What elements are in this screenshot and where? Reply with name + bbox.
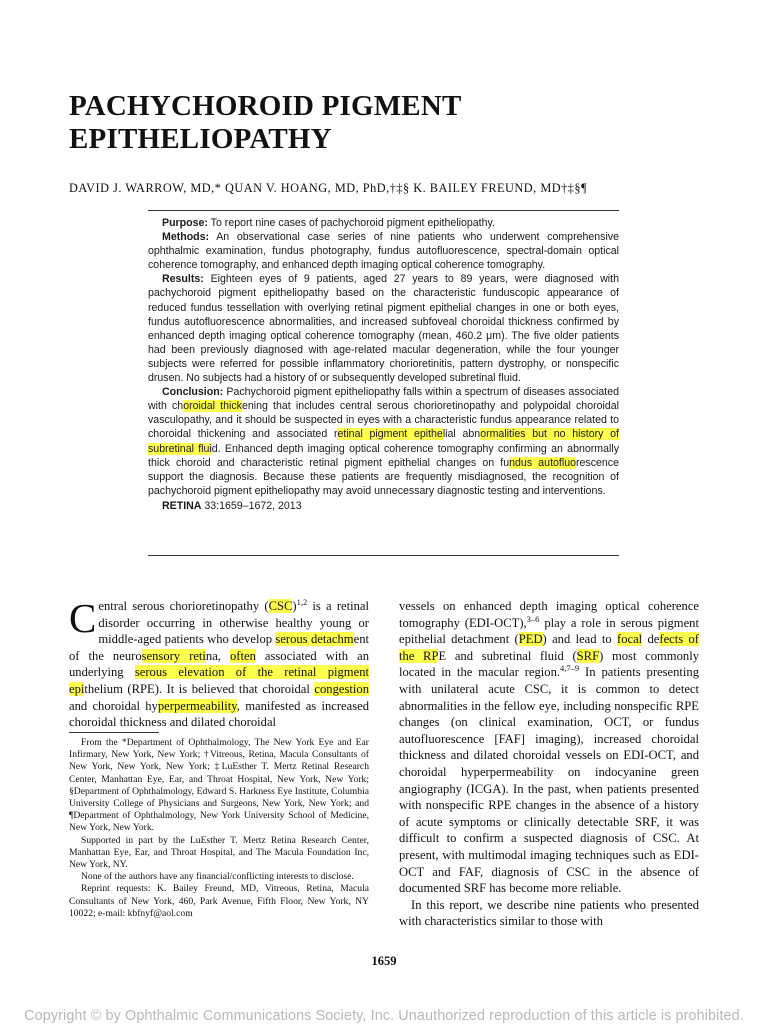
body-text: de <box>642 632 660 647</box>
citation-superscript: 4,7–9 <box>560 663 580 674</box>
methods-label: Methods: <box>162 231 210 244</box>
body-paragraph: In this report, we describe nine patients who presented with characteristics similar to those with <box>399 897 699 929</box>
body-text: associated with an underlying <box>69 648 370 680</box>
body-text: ) and lead to <box>542 632 617 647</box>
highlight: serous detachm <box>275 632 354 647</box>
citation-details: 33:1659–1672, 2013 <box>201 499 302 512</box>
article-title: PACHYCHOROID PIGMENT EPITHELIOPATHY <box>69 90 462 155</box>
conclusion-text: d. Enhanced depth imaging optical coherence tomography confirming an abnormally thick choroid and characteristic retinal pigment epithelial changes on fu <box>148 442 619 469</box>
body-paragraph <box>399 598 699 897</box>
body-text: , manifested as increased choroidal thickness and dilated choroidal <box>69 698 369 730</box>
abstract-methods <box>148 230 619 272</box>
highlight: oroidal thick <box>183 400 242 413</box>
author-list: DAVID J. WARROW, MD,* QUAN V. HOANG, MD, PhD,†‡§ K. BAILEY FREUND, MD†‡§¶ <box>69 181 588 195</box>
body-column-right <box>399 598 699 930</box>
conclusion-text: Pachychoroid pigment epitheliopathy falls within a spectrum of diseases associated with ch <box>148 386 619 413</box>
abstract-results <box>148 272 619 385</box>
footnote-divider <box>69 732 159 733</box>
abstract-conclusion <box>148 385 619 498</box>
body-text: ent of the neuro <box>69 632 369 663</box>
purpose-text: To report nine cases of pachychoroid pigment epitheliopathy. <box>207 217 495 229</box>
highlight: sensory reti <box>141 648 206 663</box>
citation-superscript: 3–6 <box>526 613 540 624</box>
abstract <box>148 216 619 513</box>
body-text: entral serous chorioretinopathy ( <box>98 599 269 613</box>
conclusion-label: Conclusion: <box>162 386 224 399</box>
footnotes <box>69 737 369 920</box>
footnote-disclosure: None of the authors have any financial/conflicting interests to disclose. <box>81 871 354 883</box>
journal-name: RETINA <box>162 499 202 512</box>
citation-superscript: 1,2 <box>296 596 308 607</box>
results-label: Results: <box>162 273 204 286</box>
abstract-bottom-rule <box>148 555 619 556</box>
page-number: 1659 <box>371 954 397 968</box>
highlight: PED <box>518 632 543 647</box>
footnote-funding: Supported in part by the LuEsther T. Mertz Retina Research Center, Manhattan Eye, Ear, and Throat Hospital, and The Macula Foundation Inc, New York, NY. <box>69 834 369 871</box>
body-text: ) <box>292 599 297 613</box>
body-text: is a retinal disorder occurring in otherwise healthy young or middle-aged patients who develop <box>98 599 369 647</box>
highlight: SRF <box>576 648 600 663</box>
highlight: etinal pigment epithe <box>337 428 443 441</box>
highlight: focal <box>617 632 643 647</box>
abstract-top-rule <box>148 210 619 211</box>
highlight: often <box>230 648 256 663</box>
drop-cap: C <box>69 595 97 641</box>
body-text: and choroidal hy <box>69 698 158 713</box>
body-text: play a role in serous pigment epithelial detachment ( <box>399 615 699 647</box>
footnote-reprint-requests: Reprint requests: K. Bailey Freund, MD, Vitreous, Retina, Macula Consultants of New York, 460, Park Avenue, Fifth Floor, New York, NY 10022; e-mail: kbfnyf@aol.com <box>69 883 369 919</box>
highlight: ndus autofluo <box>509 456 576 469</box>
highlight: ormalities but no history of subretinal flui <box>148 428 619 455</box>
highlight: congestion <box>314 681 369 696</box>
conclusion-text: rescence support the diagnosis. Because these patients are frequently misdiagnosed, the recognition of pachychoroid pigment epitheliopathy may avoid unnecessary diagnostic testing and interventions. <box>148 456 619 497</box>
conclusion-text: lial abn <box>442 428 481 441</box>
body-text: vessels on enhanced depth imaging optical coherence tomography (EDI-OCT), <box>399 599 699 630</box>
body-text: na, <box>205 648 230 663</box>
body-text: E and subretinal fluid ( <box>438 648 577 663</box>
body-text: ) most commonly located in the macular region. <box>399 648 699 680</box>
body-column-left <box>69 595 370 731</box>
highlight: fects of the RP <box>399 632 699 663</box>
highlight: CSC <box>268 599 293 613</box>
body-text: In patients presenting with unilateral acute CSC, it is common to detect abnormalities in the fellow eye, including nonspecific RPE changes (on clinical examination, OCT, or fundus autofluorescence [FAF] imaging), increased choroidal thickness and dilated choroidal vessels on EDI-OCT, and choroidal hyperpermeability on indocyanine green angiography (ICGA). In the past, when patients presented with nonspecific RPE changes in the absence of a history of acute symptoms or clinically detectable SRF, it was difficult to confirm a suspected diagnosis of CSC. At present, with multimodal imaging techniques such as EDI-OCT and FAF, diagnosis of CSC in the absence of documented SRF has become more reliable. <box>399 665 699 896</box>
journal-citation <box>148 499 619 513</box>
conclusion-text: ening that includes central serous chorioretinopathy and polypoidal choroidal vasculopathy, and it should be suspected in eyes with a characteristic fundus appearance related to choroidal thickening and associated r <box>148 400 619 441</box>
intro-paragraph <box>69 595 370 731</box>
footnote-affiliations: From the *Department of Ophthalmology, The New York Eye and Ear Infirmary, New York, New York; †Vitreous, Retina, Macula Consultants of New York, New York, New York; ‡LuEsther T. Mertz Retinal Research Center, Manhattan Eye, Ear, and Throat Hospital, New York, New York; §Department of Ophthalmology, Edward S. Harkness Eye Institute, Columbia University College of Physicians and Surgeons, New York, New York; and ¶Department of Ophthalmology, New York University School of Medicine, New York, New York. <box>69 737 369 834</box>
results-text: Eighteen eyes of 9 patients, aged 27 years to 89 years, were diagnosed with pachychoroid pigment epitheliopathy based on the characteristic funduscopic appearance of reduced fundus tessellation with overlying retinal pigment epithelial changes in one or both eyes, fundus autofluorescence abnormalities, and increased subfoveal choroidal thickness confirmed by enhanced depth imaging optical coherence tomography (mean, 460.2 μm). The five older patients had been previously diagnosed with age-related macular degeneration, while the four younger subjects were referred for possible inflammatory chorioretinitis, pattern dystrophy, or nonspecific drusen. No subjects had a history of or subsequently developed subretinal fluid. <box>148 273 619 385</box>
methods-text: An observational case series of nine patients who underwent comprehensive ophthalmic examination, fundus photography, fundus autofluorescence, spectral-domain optical coherence tomography, and enhanced depth imaging optical coherence tomography. <box>148 231 619 272</box>
highlight: perpermeability <box>157 698 237 713</box>
highlight: serous elevation of the retinal pigment epi <box>69 665 369 696</box>
copyright-watermark: Copyright © by Ophthalmic Communications Society, Inc. Unauthorized reproduction of this article is prohibited. <box>24 1008 744 1024</box>
body-text: thelium (RPE). It is believed that choroidal <box>84 681 315 696</box>
abstract-purpose <box>148 216 619 230</box>
purpose-label: Purpose: <box>162 217 208 229</box>
